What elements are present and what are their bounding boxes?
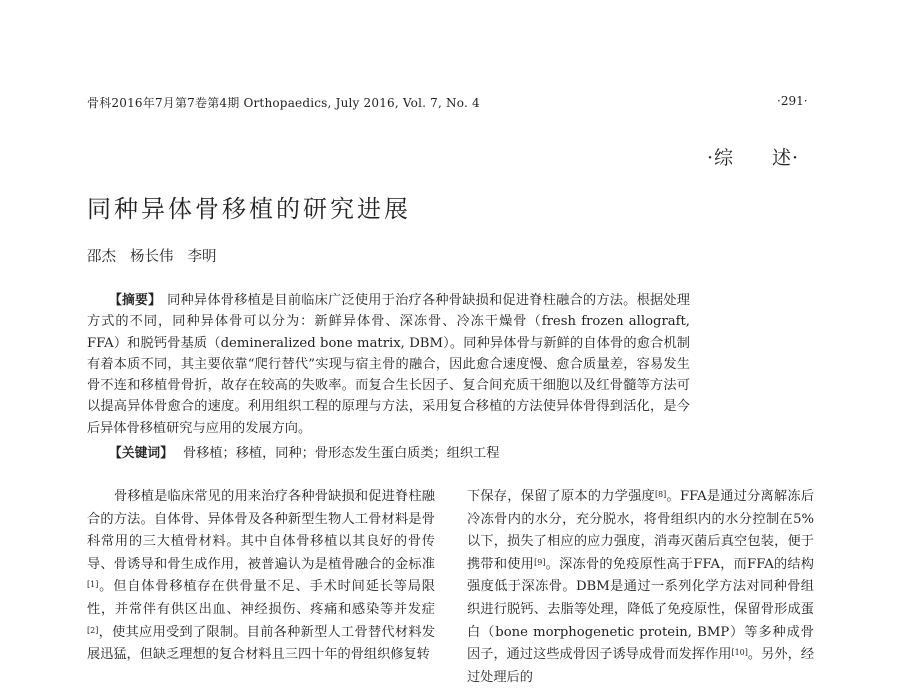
citation[interactable]: [9] — [534, 557, 546, 567]
citation[interactable]: [8] — [654, 490, 667, 499]
body-text: 。但自体骨移植存在供骨量不足、手术时间延长等局限性，并常伴有供区出血、神经损伤、疼痛和感染等并发症 — [87, 579, 435, 617]
section-label — [707, 143, 799, 170]
abstract-text: 同种异体骨移植是目前临床广泛使用于治疗各种骨缺损和促进脊柱融合的方法。根据处理方式的不同，同种异体骨可以分为：新鲜异体骨、深冻骨、冷冻干燥骨（fresh frozen allograft, FFA）和脱钙骨基质（demineralized bone matrix, DBM）。同种异体骨与新鲜的自体骨的愈合机制有着本质不同，其主要依靠“爬行替代”实现与宿主骨的融合，因此愈合速度慢、愈合质量差，容易发生骨不连和移植骨骨折，故存在较高的失败率。而复合生长因子、复合间充质干细胞以及红骨髓等方法可以提高异体骨愈合的速度。利用组织工程的原理与方法，采用复合移植的方法使异体骨得到活化，是今后异体骨移植研究与应用的发展方向。 — [87, 293, 690, 436]
keywords — [87, 443, 690, 464]
citation[interactable]: [1] — [87, 580, 99, 590]
body-column-right — [467, 486, 814, 689]
abstract-label: 【摘要】 — [109, 293, 162, 308]
page-number: ·291· — [777, 94, 808, 108]
author: 杨长伟 — [130, 249, 174, 265]
keywords-label: 【关键词】 — [109, 446, 173, 461]
body-text: 下保存，保留了原本的力学强度 — [467, 489, 655, 504]
body-paragraph — [87, 486, 435, 667]
author: 李明 — [187, 249, 217, 265]
keywords-text: 骨移植；移植，同种；骨形态发生蛋白质类；组织工程 — [182, 446, 500, 461]
body-text: ，使其应用受到了限制。目前各种新型人工骨替代材料发展迅猛，但缺乏理想的复合材料且三四十年的骨组织修复转 — [87, 624, 435, 663]
section-label-left: ·综 — [707, 147, 735, 169]
citation[interactable]: [10] — [731, 648, 748, 658]
author-list — [87, 245, 231, 266]
body-text: 。FFA是通过分离解冻后冷冻骨内的水分，充分脱水，将骨组织内的水分控制在5%以下，损失了相应的应力强度，消毒灭菌后真空包装，便于携带和使用 — [467, 489, 815, 572]
running-header: 骨科2016年7月第7卷第4期 Orthopaedics, July 2016, Vol. 7, No. 4 — [87, 96, 480, 110]
article-title: 同种异体骨移植的研究进展 — [87, 195, 411, 223]
body-column-left — [87, 486, 435, 667]
body-paragraph — [467, 486, 814, 689]
citation[interactable]: [2] — [87, 625, 99, 635]
body-text: 。深冻骨的免疫原性高于FFA，而FFA的结构强度低于深冻骨。DBM是通过一系列化学方法对同种骨组织进行脱钙、去脂等处理，降低了免疫原性，保留骨形成蛋白（bone morphogenetic protein, BMP）等多种成骨因子，通过这些成骨因子诱导成骨而发挥作用 — [467, 556, 814, 663]
author: 邵杰 — [87, 249, 116, 265]
body-text: 骨移植是临床常见的用来治疗各种骨缺损和促进脊柱融合的方法。自体骨、异体骨及各种新型生物人工骨材料是骨科常用的三大植骨材料。其中自体骨移植以其良好的骨传导、骨诱导和骨生成作用，被普遍认为是植骨融合的金标准 — [87, 489, 435, 572]
body-text: 。另外，经过处理后的 — [467, 647, 815, 685]
section-label-right: 述· — [772, 147, 800, 169]
abstract — [87, 290, 690, 439]
